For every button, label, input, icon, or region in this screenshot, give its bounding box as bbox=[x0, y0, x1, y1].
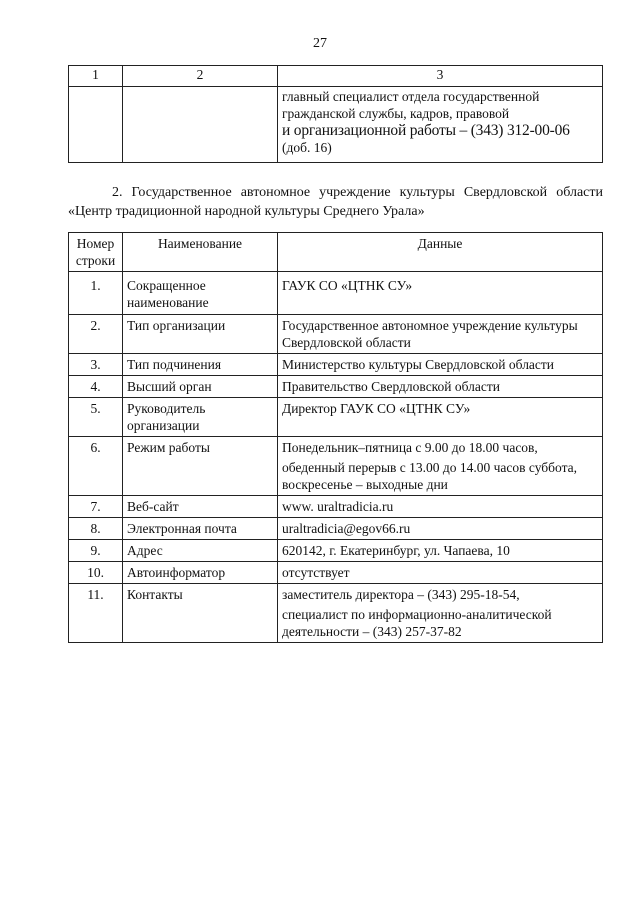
row-number: 9. bbox=[69, 540, 123, 562]
table-row bbox=[69, 562, 603, 584]
table-row bbox=[69, 437, 603, 496]
row-data-line: отсутствует bbox=[282, 565, 350, 580]
continuation-cell-3 bbox=[278, 87, 603, 163]
header-number-line2: строки bbox=[75, 253, 116, 268]
header-name: Наименование bbox=[123, 233, 278, 272]
row-data-line: заместитель директора – (343) 295-18-54, bbox=[282, 587, 520, 602]
row-data bbox=[278, 315, 603, 354]
contact-line: главный специалист отдела государственной bbox=[282, 89, 540, 104]
table-body bbox=[69, 272, 603, 643]
row-name: Сокращенное наименование bbox=[123, 272, 278, 315]
table-row bbox=[69, 398, 603, 437]
row-number: 11. bbox=[69, 584, 123, 643]
row-number: 2. bbox=[69, 315, 123, 354]
contact-line: и организационной работы – (343) 312-00-06 bbox=[282, 122, 570, 139]
row-data bbox=[278, 584, 603, 643]
row-number: 8. bbox=[69, 518, 123, 540]
row-number: 7. bbox=[69, 496, 123, 518]
continuation-row bbox=[69, 87, 603, 163]
row-data bbox=[278, 496, 603, 518]
row-name: Режим работы bbox=[123, 437, 278, 496]
row-data-line: Правительство Свердловской области bbox=[282, 379, 501, 394]
row-data bbox=[278, 540, 603, 562]
row-data bbox=[278, 376, 603, 398]
row-name: Высший орган bbox=[123, 376, 278, 398]
row-data-line: Министерство культуры Свердловской области bbox=[282, 357, 555, 372]
row-data-line: uraltradicia@egov66.ru bbox=[282, 521, 411, 536]
row-data-line: 620142, г. Екатеринбург, ул. Чапаева, 10 bbox=[282, 543, 510, 558]
row-number: 6. bbox=[69, 437, 123, 496]
header-number bbox=[69, 233, 123, 272]
row-name: Контакты bbox=[123, 584, 278, 643]
table-row bbox=[69, 540, 603, 562]
row-data bbox=[278, 398, 603, 437]
row-data bbox=[278, 272, 603, 315]
continuation-cell-2 bbox=[123, 87, 278, 163]
table-row bbox=[69, 315, 603, 354]
row-number: 1. bbox=[69, 272, 123, 315]
row-name: Адрес bbox=[123, 540, 278, 562]
continuation-table bbox=[68, 65, 603, 163]
column-number-1: 1 bbox=[69, 66, 123, 87]
continuation-cell-1 bbox=[69, 87, 123, 163]
header-data: Данные bbox=[278, 233, 603, 272]
row-data-line: Директор ГАУК СО «ЦТНК СУ» bbox=[282, 401, 471, 416]
row-data bbox=[278, 354, 603, 376]
table-row bbox=[69, 376, 603, 398]
row-data bbox=[278, 562, 603, 584]
row-data-line: Государственное автономное учреждение культуры Свердловской области bbox=[282, 318, 578, 350]
row-number: 5. bbox=[69, 398, 123, 437]
row-data-line: ГАУК СО «ЦТНК СУ» bbox=[282, 278, 413, 293]
row-name: Руководитель организации bbox=[123, 398, 278, 437]
row-data bbox=[278, 437, 603, 496]
table-row bbox=[69, 354, 603, 376]
contact-line: гражданской службы, кадров, правовой bbox=[282, 106, 510, 121]
row-number: 3. bbox=[69, 354, 123, 376]
row-name: Автоинформатор bbox=[123, 562, 278, 584]
row-data-line: www. uraltradicia.ru bbox=[282, 499, 394, 514]
row-name: Электронная почта bbox=[123, 518, 278, 540]
row-data-line: специалист по информационно-аналитической деятельности – (343) 257-37-82 bbox=[282, 607, 552, 639]
continuation-header-row bbox=[69, 66, 603, 87]
row-data-line: Понедельник–пятница с 9.00 до 18.00 часов, bbox=[282, 440, 538, 455]
organization-table bbox=[68, 232, 603, 643]
column-number-3: 3 bbox=[278, 66, 603, 87]
table-header-row bbox=[69, 233, 603, 272]
table-row bbox=[69, 272, 603, 315]
section-heading: 2. Государственное автономное учреждение культуры Свердловской области «Центр традиционной народной культуры Среднего Урала» bbox=[68, 185, 603, 219]
table-row bbox=[69, 518, 603, 540]
row-data bbox=[278, 518, 603, 540]
row-number: 10. bbox=[69, 562, 123, 584]
row-name: Веб-сайт bbox=[123, 496, 278, 518]
row-name: Тип подчинения bbox=[123, 354, 278, 376]
row-number: 4. bbox=[69, 376, 123, 398]
contact-line: (доб. 16) bbox=[282, 140, 332, 155]
row-data-line: обеденный перерыв с 13.00 до 14.00 часов суббота, воскресенье – выходные дни bbox=[282, 460, 578, 492]
table-row bbox=[69, 496, 603, 518]
table-row bbox=[69, 584, 603, 643]
page-number: 27 bbox=[313, 36, 327, 51]
row-name: Тип организации bbox=[123, 315, 278, 354]
column-number-2: 2 bbox=[123, 66, 278, 87]
header-number-line1: Номер bbox=[76, 236, 115, 251]
